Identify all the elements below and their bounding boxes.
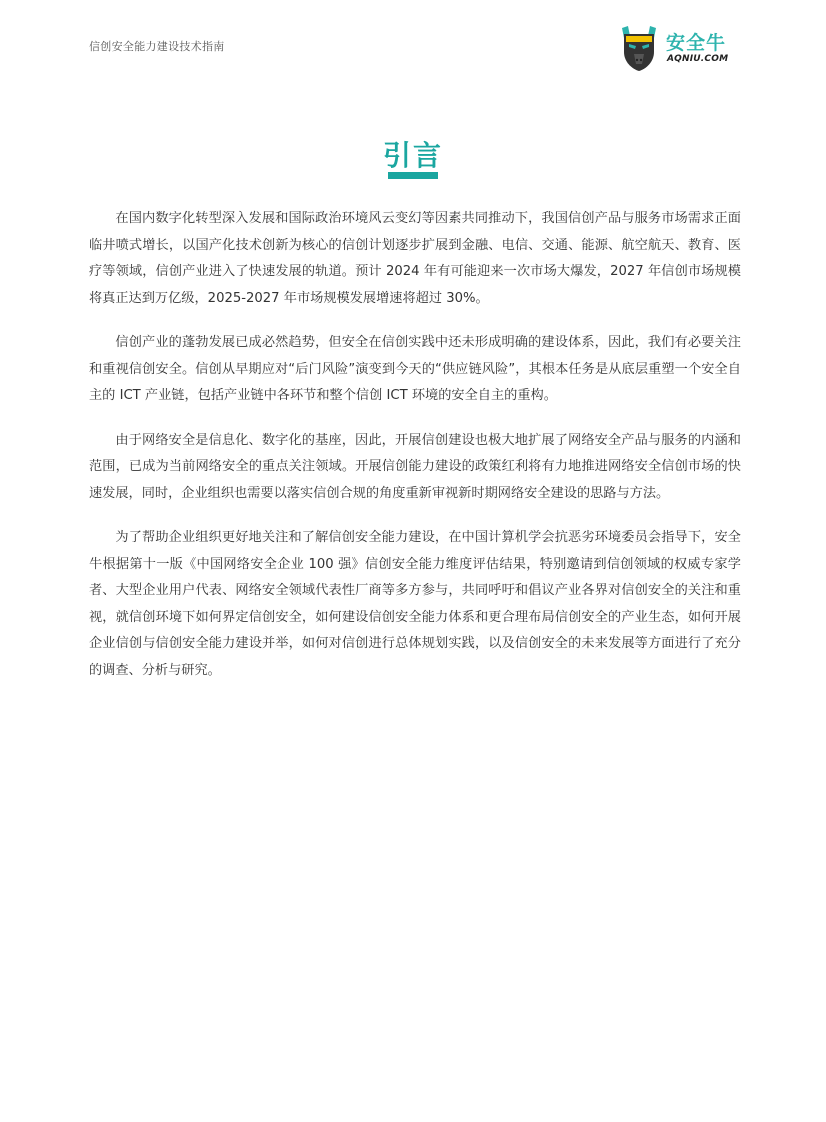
paragraph-2: 信创产业的蓬勃发展已成必然趋势，但安全在信创实践中还未形成明确的建设体系，因此，我们有必要关注和重视信创安全。信创从早期应对“后门风险”演变到今天的“供应链风险”，其根本任务是从底层重塑一个安全自主的 ICT 产业链，包括产业链中各环节和整个信创 ICT 环境的安全自主的重构。 — [89, 335, 741, 403]
section-title: 引言 — [382, 139, 443, 172]
brand-name: 安全牛 — [666, 32, 727, 54]
bull-head-shield-icon — [620, 24, 658, 72]
brand-domain: AQNIU.COM — [667, 54, 729, 64]
paragraph-4: 为了帮助企业组织更好地关注和了解信创安全能力建设，在中国计算机学会抗恶劣环境委员会指导下，安全牛根据第十一版《中国网络安全企业 100 强》信创安全能力维度评估结果，特别邀请到信创领域的权威专家学者、大型企业用户代表、网络安全领域代表性厂商等多方参与，共同呼吁和倡议产业各界对信创安全的关注和重视，就信创环境下如何界定信创安全，如何建设信创安全能力体系和更合理布局信创安全的产业生态，如何开展企业信创与信创安全能力建设并举，如何对信创进行总体规划实践，以及信创安全的未来发展等方面进行了充分的调查、分析与研究。 — [89, 530, 741, 678]
paragraph-3: 由于网络安全是信息化、数字化的基座，因此，开展信创建设也极大地扩展了网络安全产品与服务的内涵和范围，已成为当前网络安全的重点关注领域。开展信创能力建设的政策红利将有力地推进网络安全信创市场的快速发展，同时，企业组织也需要以落实信创合规的角度重新审视新时期网络安全建设的思路与方法。 — [89, 432, 741, 501]
body-text — [89, 206, 741, 702]
running-header: 信创安全能力建设技术指南 — [89, 40, 225, 53]
paragraph-1: 在国内数字化转型深入发展和国际政治环境风云变幻等因素共同推动下，我国信创产品与服务市场需求正面临井喷式增长，以国产化技术创新为核心的信创计划逐步扩展到金融、电信、交通、能源、航空航天、教育、医疗等领域，信创产业进入了快速发展的轨道。预计 2024 年有可能迎来一次市场大爆发，2027 年信创市场规模将真正达到万亿级，2025-2027 年市场规模发展增速将超过 30%。 — [89, 211, 741, 306]
title-underline — [388, 172, 438, 179]
brand-logo — [620, 24, 740, 74]
